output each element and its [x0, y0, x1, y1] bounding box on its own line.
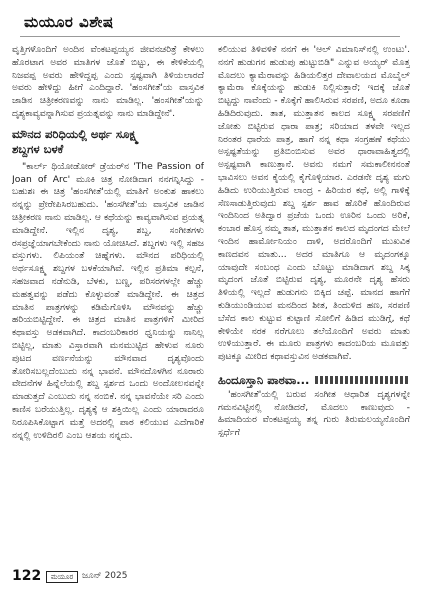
subheading — [12, 127, 204, 157]
body-paragraph: ಕಲಿಯುವ ತಿಳಿವಳಿಕೆ ನನಗೆ ಈ 'ಆಲ್ ವಿಮಾನಿಸ್‌ನಲ್ಲಿ ಉಂಟು'. ನನಗೆ ಹುಡುಗನ ಹುಡುಪು ಹುಟ್ಟುಬಿಡಿ" ಎನ್ನುವ ಅಯ್ಯರ್ ಮೊತ್ತ ಮೊದಲು ಕ್ಯಾಮೆರಾವನ್ನು ಹಿಡಿಯಲಿತ್ತರ ದೇವಾಲಯದ ಮೊಬೈಲ್ ಕ್ಯಾಮೆರಾ ಕೊಕ್ಕೆಯನ್ನು ಹುಡುಕಿ ನಿಲ್ಲಿಸುತ್ತಾರೆ; ಇದಕ್ಕೆ ಜೊತೆ ಬಿಟ್ಟದ್ದು ನಾವೆಂದು - ಕೊಕ್ಕೆಗೆ ಹಾಲಿಸಿರುವ ಸರಪಣಿ, ಅದೂ ಕೂಡಾ ಹಿಡಿದಿರುವುದು. ತಾತ, ಮುತ್ತಾತನ ಕಾಲದ ಸೂಕ್ಷ್ಮ ಸರಪಣಿಗೆ ಜೋತು ಬಿಟ್ಟಿರುವ ಧಾರಾ ಪಾತ್ರ; ಸರಿಯಾದ ತಳವೇ ಇಲ್ಲದ ನಿರಂತರ ಧಾರೆಯ ಪಾತ್ರ, ಹಾಗೆ ನನ್ನ ಕಥಾ ಸಂಗ್ರಹಣೆ ಕಥೆಯು ಅಸ್ಪಷ್ಟತೆಯನ್ನು ಪ್ರತಿಬಿಂಬಿಸುವ ಅವರ ಧಾರಾವಾಹಿತ್ವದಲ್ಲಿ ಅಸ್ಪಷ್ಟವಾಗಿ ಕಾಣುತ್ತಾನೆ. ಅವನು ನಮಗೆ ಸಮಕಾಲೀನನಂತೆ ಭಾವಿಸಲು ಅವನ ಕೈಯಲ್ಲಿ ಕೈಗೊಳ್ಳಿಯಾರ. ಎರಡನೇ ದೃಶ್ಯ ಮಗು ಹಿಡಿದು ಉರಿಯುತ್ತಿರುವ ಲಾಂದ್ರ - ಹಿರಿಯರ ಕಥೆ, ಅಲ್ಲಿ ಗಾಳಿಕ್ಕೆ ಸೆಣಸಾಡುತ್ತಿರುವುದು ಶಬ್ದ ಸ್ಪರ್ಶ ಹಾವ ಹೊರಿಕೆ ಹೊಂದಿರುವ ಇಂದಿನಿಂದ ಅತಿದ್ವಾರ ಪ್ರಜೆಯ ಒಂದು ಊರಿನ ಒಂದು ಅರಿಕೆ, ಕಂಬಾರ ಹೊಸ್ತ ನಮ್ಮ ತಾತ, ಮುತ್ತಾತನ ಕಾಲದ ಮೃದಂಗದ ಮೇಲೆ ಇಂದಿನ ಹಾರ್ಮೋನಿಯಂ ದಾಳಿ, ಅದರೊಂದಿಗೆ ಮುಖವಿಕ ಕಾಣದವನ ಮಾತು... ಅದರ ಮಾತಿಗೂ ಆ ಮೃದಂಗಕ್ಕೂ ಯಾವುದೇ ಸಂಬಂಧ ಎಂದು ಬೊಟ್ಟು ಮಾಡಿದಾಗ ಶಬ್ದ ಸಿಕ್ಕ ಮೃದಂಗ ಜೊತೆ ಬಿಟ್ಟಿರುವ ದೃಶ್ಯ, ಮೂರನೇ ದೃಶ್ಯ ಹೆಸರು ತಿಳಿಯಲ್ಲಿ ಇಲ್ಲದೆ ಹುಡುಗನು ಬಿಕ್ಕಿದ ಚಪ್ಪೆ. ಮಾನದ ಹಾಗೆಗೆ ಕುಡಿಯುಂಡಿಯುವ ಮನದಿಂದ ಶೀತ, ತಿಂದುಳಿದ ಹಣ, ಸರಪಣಿ ಬೆಸೆದ ಕಾಲ ಕುಟ್ಟುವ ಕುಟ್ಟಾಣಿ ಸೋಲಿಗೆ ಹಿಡಿದ ಮುಡಿಗ್ಗೆ, ಕಥೆ ಕೇಳಿಯೇ ನರಕ ನರೆಗೂಲು ತಲೆಯೊಂದಿಗೆ ಅವರು ಮಾತು ಉಳಿಯುತ್ತಾರೆ. ಈ ಮೂರು ಪಾತ್ರಗಳು ಕಾದಂಬರಿಯ ಮೂವತ್ತು ಪುಟಕ್ಕೂ ಮೀರಿದ ಕಥಾವಸ್ತುವಿನ ಅಡಕವಾಗಿವೆ. — [218, 44, 410, 363]
heading-rule — [315, 376, 410, 384]
body-paragraph: 'ಹಂಸಗೀತೆ'ಯಲ್ಲಿ ಬರುವ ಸಂಗೀತ ಆಧಾರಿತ ದೃಶ್ಯಗಳನ್ನೇ ಗಮನವಿಟ್ಟಿನಲ್ಲಿ ನೋಡಿದರೆ, ಮೊದಲು ಕಾಣುವುದು - ಹಿಮಾದಿಯರ ವೆಂಕಟಪ್ಪಯ್ಯ ತನ್ನ ಗುರು ತಿರುಮಲಯ್ಯನೊಂದಿಗೆ ಸ್ಪರ್ಧೆಗೆ — [218, 388, 410, 439]
magazine-logo: ಮಯೂರ — [46, 571, 78, 583]
left-column — [12, 44, 204, 564]
subheading — [218, 372, 410, 389]
intro-paragraph: ವೃತ್ತಿಗಳೊಂದಿಗೆ ಅಂದಿನ ವೆಂಕಟಪ್ಪಯ್ಯನ ಜೀವನಚರಿತ್ರೆ ಕೇಳಲು ಹೊರಟಾಗ ಅವರ ಮಾತಿಗಳ ಜೊತೆ ಬಿಟ್ಟು, ಈ ಕೇಳಿಕೆಯಲ್ಲಿ ನಿಜವಪ್ಪ ಅವರು ಹೇಳಿದ್ದಪ್ಪ ಎಂದು ಸ್ಪಷ್ಟವಾಗಿ ತಿಳಿಯಲಾರದೆ ಅವರು ಹೇಳಿದ್ದು ಹೀಗೆ ಎಂದಿದ್ದಾರೆ. 'ಹಂಸಗೀತೆ'ಯ ವಾಸ್ತವಿಕ ಜಾಡಿನ ಚಿತ್ರೀಕರಣವನ್ನು ನಾನು ಮಾಡಿಲ್ಲ. 'ಹಂಸಗೀತೆ'ಯನ್ನು ದೃಶ್ಯಕಾವ್ಯವನ್ನಾಗಿಸುವ ಪ್ರಯತ್ನವನ್ನು ನಾನು ಮಾಡಿದ್ದೇನೆ'. — [12, 44, 204, 119]
section-title: ಮಯೂರ ವಿಶೇಷ — [24, 13, 114, 31]
page-footer — [12, 566, 410, 592]
body-paragraph: "ಕಾರ್ಲ್ ಥಿಯೋಡೋರ್ ಡ್ರೆಯರ್‌ನ 'The Passion of Joan of Arc' ಮೂಕಿ ಚಿತ್ರ ನೋಡಿದಾಗ ನನಗನ್ನಿಸಿದ್ದು - ಬಹುಶಃ ಈ ಚಿತ್ರ 'ಹಂಸಗೀತೆ'ಯಲ್ಲಿ ಮಾತಿಗೆ ಅಂಕುಶ ಹಾಕಲು ನನ್ನನ್ನು ಪ್ರೇರೇಪಿಸಿರಬಹುದು. 'ಹಂಸಗೀತೆ'ಯ ವಾಸ್ತವಿಕ ಜಾಡಿನ ಚಿತ್ರೀಕರಣ ನಾನು ಮಾಡಿಲ್ಲ. ಆ ಕಥೆಯನ್ನು ಕಾವ್ಯವಾಗಿಸುವ ಪ್ರಯತ್ನ ಮಾಡಿದ್ದೇನೆ. ಇಲ್ಲಿನ ದೃಶ್ಯ, ಶಬ್ದ, ಸಂಗೀತಗಳು ರಸಪ್ರಜ್ಞೆಯಾಗಬೇಕೆಂದು ನಾನು ಯೋಚಿಸಿದೆ. ಶಬ್ದಗಳು ಇಲ್ಲಿ ಸಹಜ ವಸ್ತುಗಳು. ಲಿಪಿಯಂತೆ ಚಿಹ್ನೆಗಳು. ಮೌನದ ಪರಿಧಿಯಲ್ಲಿ ಅರ್ಥಸೂಕ್ಷ್ಮ ಶಬ್ದಗಳ ಬಳಕೆಯಾಗಿವೆ. ಇಲ್ಲಿನ ಪ್ರತಿಮಾ ಕಲ್ಪನೆ, ಸಹಜವಾದ ನಡೆನುಡಿ, ಬೆಳಕು, ಬಣ್ಣ, ಪರಿಸರಗಳಲ್ಲೇ ಹೆಚ್ಚು ಮಹತ್ವವನ್ನು ಪಡೆದು ಕೊಳ್ಳುವಂತೆ ಮಾಡಿದ್ದೇನೆ. ಈ ಚಿತ್ರದ ಮಾತಿನ ಪಾತ್ರಗಳನ್ನು ಕಡಿಮೆಗೊಳಿಸಿ ಮೌನವನ್ನು ಹೆಚ್ಚು ಹರಿಯಬಿಟ್ಟಿದ್ದೇನೆ. ಈ ಚಿತ್ರದ ಮಾತಿನ ಪಾತ್ರಗಳಿಗೆ ಮೀರಿದ ಕಥಾವಸ್ತು ಅಡಕವಾಗಿದೆ. ಕಾದಂಬರಿಕಾರರ ಧ್ವನಿಯನ್ನು ನಾನಿಲ್ಲ ಬಿಟ್ಟಿಲ್ಲ, ಮಾತು ವಿಸ್ತಾರವಾಗಿ ಮನಮುಟ್ಟಿದ ಹೇಳುವ ನೂರು ಪುಟದ ವರ್ಣನೆಯನ್ನು ಮೌನವಾದ ದೃಶ್ಯವೊಂದು ತೋರಿಸಬಲ್ಲದೆಂಬುದು ನನ್ನ ಭಾವನೆ. ಮೌನದೊಳಗಿನ ನೂರಾರು ವೇದನೆಗಳ ಹಿನ್ನೆಲೆಯಲ್ಲಿ ಶಬ್ದ ಸ್ಪರ್ಶದ ಒಂದು ಅಂದೋಲನವನ್ನೇ ಮಾಡುತ್ತದೆ ಎಂಬುದು ನನ್ನ ನಂಬಿಕೆ. ನನ್ನ ಭಾವನೆಯೇ ಸರಿ ಎಂದು ಕಾಣಿಸ ಬರೆಯುತ್ತಿಲ್ಲ. ದೃಶ್ಯಕ್ಕೆ ಆ ಶಕ್ತಿಯಿಲ್ಲ ಎಂದು ಯಾರಾದರೂ ನಿರೂಪಿಸಿಕೊಟ್ಟಾಗ ಮತ್ತೆ ಅದರಲ್ಲಿ ಪಾಠ ಕಲಿಯುವ ಎದೆಗಾರಿಕೆ ನನ್ನಲ್ಲಿ ಉಳಿದಿರಲಿ ಎಂಬ ಆಶಯ ನನ್ನದು. — [12, 160, 204, 441]
subheading-text: ಹಿಂದೂಸ್ತಾನಿ ಪಾಠವಾ... — [218, 372, 310, 387]
subheading-line: ಶಬ್ದಗಳ ಬಳಕೆ — [12, 141, 64, 156]
right-column — [218, 44, 410, 564]
issue-date: ಜೂನ್ 2025 — [82, 571, 128, 581]
section-header — [20, 12, 400, 37]
subheading-line: ಮೌನದ ಪರಿಧಿಯಲ್ಲಿ ಅರ್ಥ ಸೂಕ್ಷ್ಮ — [12, 126, 139, 141]
page-number: 122 — [12, 568, 42, 584]
